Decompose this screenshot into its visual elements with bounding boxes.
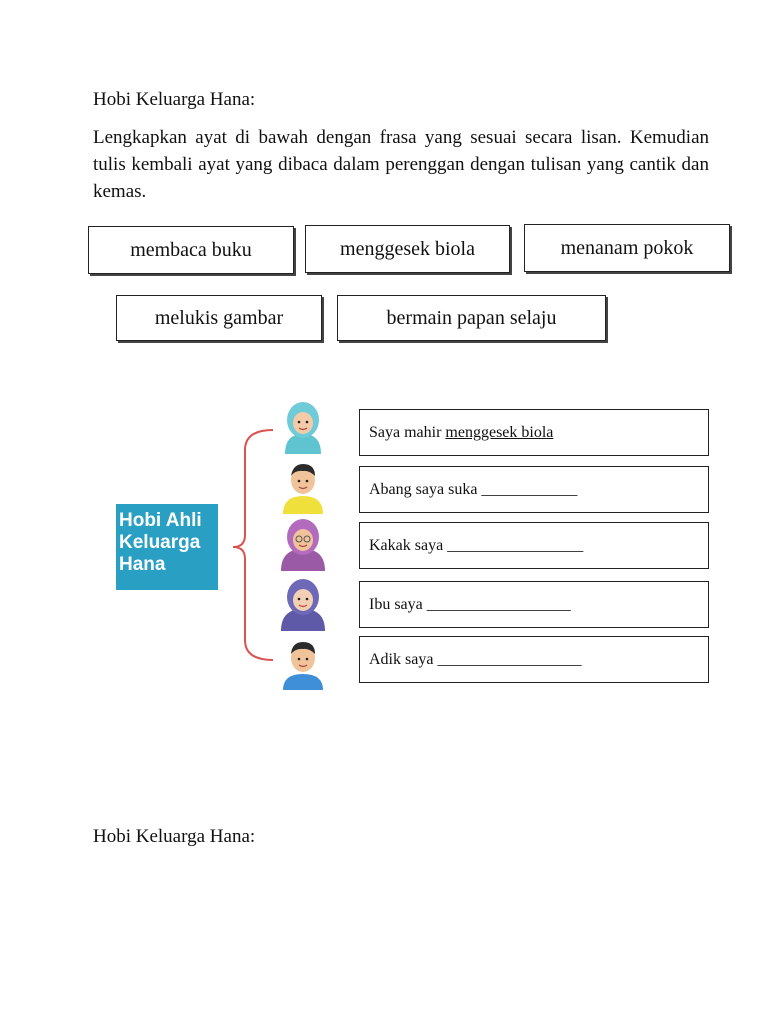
sentence-prefix: Abang saya suka	[369, 480, 482, 498]
hijab-mother-icon	[275, 575, 331, 631]
sentence-blank[interactable]: __________________	[426, 595, 571, 613]
sentence-box	[359, 409, 709, 456]
phrase-box: melukis gambar	[116, 295, 322, 341]
sentence-answer: menggesek biola	[445, 423, 554, 441]
paragraph-title: Hobi Keluarga Hana:	[93, 826, 256, 847]
family-hobby-badge	[116, 504, 218, 590]
sentence-prefix: Adik saya	[369, 650, 438, 668]
sentence-prefix: Kakak saya	[369, 536, 448, 554]
phrase-box: membaca buku	[88, 226, 294, 274]
badge-line: Keluarga	[119, 532, 201, 553]
sentence-box[interactable]	[359, 466, 709, 513]
sentence-box[interactable]	[359, 636, 709, 683]
sentence-box[interactable]	[359, 581, 709, 628]
sentence-box[interactable]	[359, 522, 709, 569]
badge-line: Hobi Ahli	[119, 510, 202, 531]
hijab-sister-icon	[275, 515, 331, 571]
badge-line: Hana	[119, 554, 166, 575]
hijab-girl-icon	[275, 398, 331, 454]
boy-icon	[275, 458, 331, 514]
phrase-box: menggesek biola	[305, 225, 510, 273]
connector-brace	[225, 425, 275, 665]
worksheet-title: Hobi Keluarga Hana:	[93, 89, 256, 110]
sentence-prefix: Ibu saya	[369, 595, 427, 613]
young-boy-icon	[275, 634, 331, 690]
sentence-blank[interactable]: __________________	[437, 650, 582, 668]
phrase-box: bermain papan selaju	[337, 295, 606, 341]
sentence-blank[interactable]: ____________	[481, 480, 578, 498]
sentence-blank[interactable]: _________________	[447, 536, 584, 554]
instructions: Lengkapkan ayat di bawah dengan frasa yang sesuai secara lisan. Kemudian tulis kembali ayat yang dibaca dalam perenggan dengan tulisan yang cantik dan kemas.	[93, 127, 709, 202]
sentence-prefix: Saya mahir	[369, 423, 446, 441]
phrase-box: menanam pokok	[524, 224, 730, 272]
